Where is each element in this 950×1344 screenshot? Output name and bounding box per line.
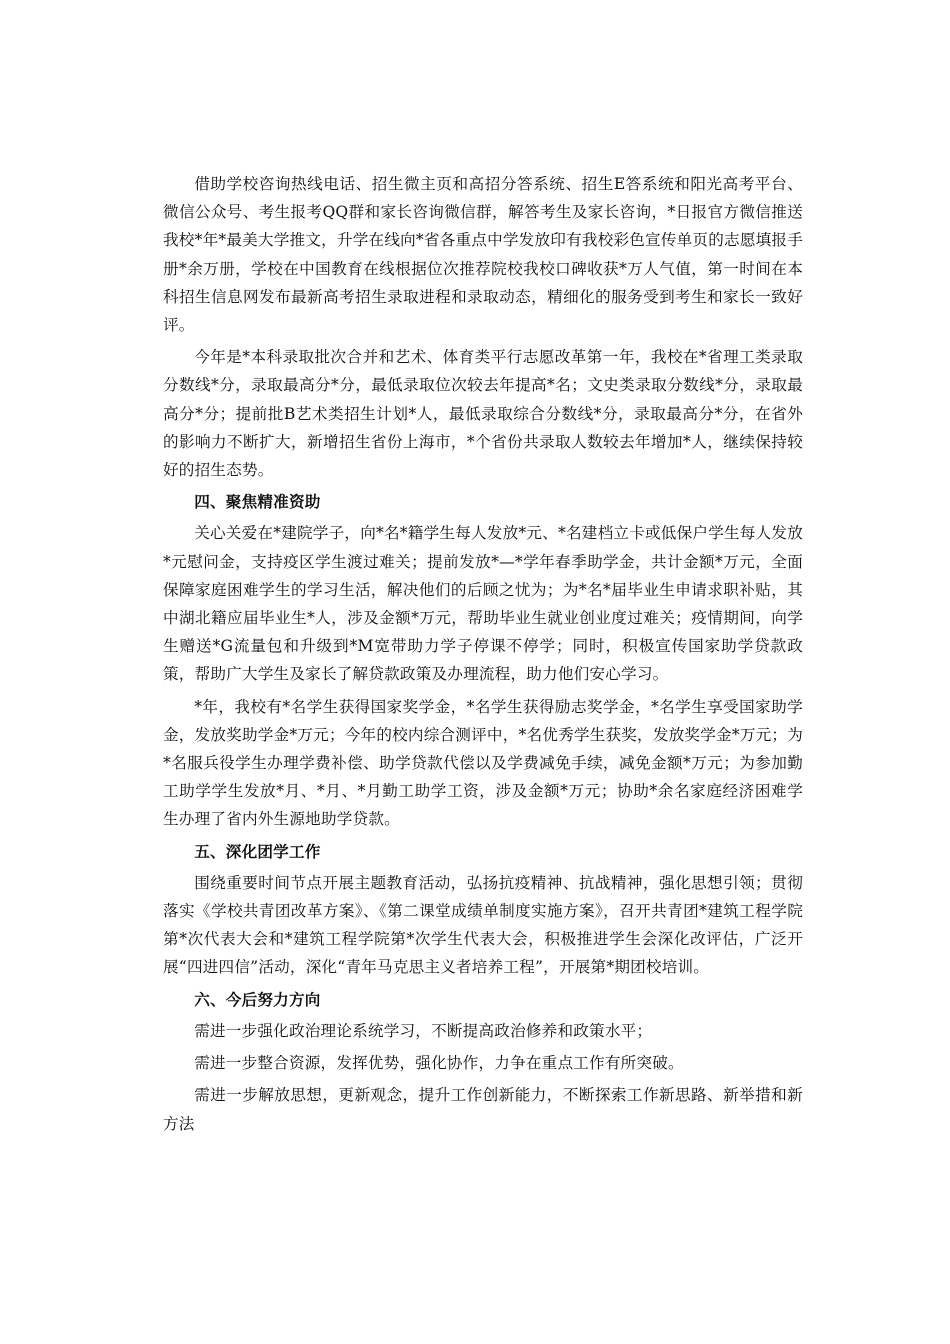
paragraph-youth-league-work: 围绕重要时间节点开展主题教育活动，弘扬抗疫精神、抗战精神，强化思想引领；贯彻落实《学校共青团改革方案》、《第二课堂成绩单制度实施方案》，召开共青团*建筑工程学院第*次代表大会和*建筑工程学院第*次学生代表大会，积极推进学生会深化改评估，广泛开展“四进四信”活动，深化“青年马克思主义者培养工程”，开展第*期团校培训。	[163, 873, 803, 977]
paragraph-student-support: 关心关爱在*建院学子，向*名*籍学生每人发放*元、*名建档立卡或低保户学生每人发放*元慰问金，支持疫区学生渡过难关；提前发放*—*学年春季助学金，共计金额*万元，全面保障家庭困难学生的学习生活，解决他们的后顾之忧为；为*名*届毕业生申请求职补贴，其中湖北籍应届毕业生*人，涉及金额*万元，帮助毕业生就业创业度过难关；疫情期间，向学生赠送*G流量包和升级到*M宽带助力学子停课不停学；同时，积极宣传国家助学贷款政策，帮助广大学生及家长了解贷款政策及办理流程，助力他们安心学习。	[163, 524, 803, 684]
paragraph-admission-results: 今年是*本科录取批次合并和艺术、体育类平行志愿改革第一年，我校在*省理工类录取分数线*分，录取最高分*分，最低录取位次较去年提高*名；文史类录取分数线*分，录取最高分*分；提前批B艺术类招生计划*人，最低录取综合分数线*分，录取最高分*分，在省外的影响力不断扩大，新增招生省份上海市，*个省份共录取人数较去年增加*人，继续保持较好的招生态势。	[163, 348, 803, 480]
section-heading-financial-aid: 四、聚焦精准资助	[194, 492, 321, 512]
section-heading-youth-league: 五、深化团学工作	[194, 841, 321, 861]
paragraph-direction-1: 需进一步强化政治理论系统学习，不断提高政治修养和政策水平；	[194, 1021, 653, 1040]
paragraph-direction-3: 需进一步解放思想，更新观念，提升工作创新能力，不断探索工作新思路、新举措和新方法	[163, 1086, 803, 1133]
section-heading-future-direction: 六、今后努力方向	[194, 989, 321, 1009]
paragraph-consulting-services: 借助学校咨询热线电话、招生微主页和高招分答系统、招生E答系统和阳光高考平台、微信公众号、考生报考QQ群和家长咨询微信群，解答考生及家长咨询，*日报官方微信推送我校*年*最美大学推文，升学在线向*省各重点中学发放印有我校彩色宣传单页的志愿填报手册*余万册，学校在中国教育在线根据位次推荐院校我校口碑收获*万人气值，第一时间在本科招生信息网发布最新高考招生录取进程和录取动态，精细化的服务受到考生和家长一致好评。	[163, 175, 803, 335]
paragraph-scholarships: *年，我校有*名学生获得国家奖学金，*名学生获得励志奖学金，*名学生享受国家助学金，发放奖助学金*万元；今年的校内综合测评中，*名优秀学生获奖，发放奖学金*万元；为*名服兵役学生办理学费补偿、助学贷款代偿以及学费减免手续，减免金额*万元；为参加勤工助学学生发放*月、*月、*月勤工助学工资，涉及金额*万元；协助*余名家庭经济困难学生办理了省内外生源地助学贷款。	[163, 697, 803, 829]
paragraph-direction-2: 需进一步整合资源，发挥优势，强化协作，力争在重点工作有所突破。	[194, 1054, 684, 1073]
document-body	[163, 170, 803, 1142]
